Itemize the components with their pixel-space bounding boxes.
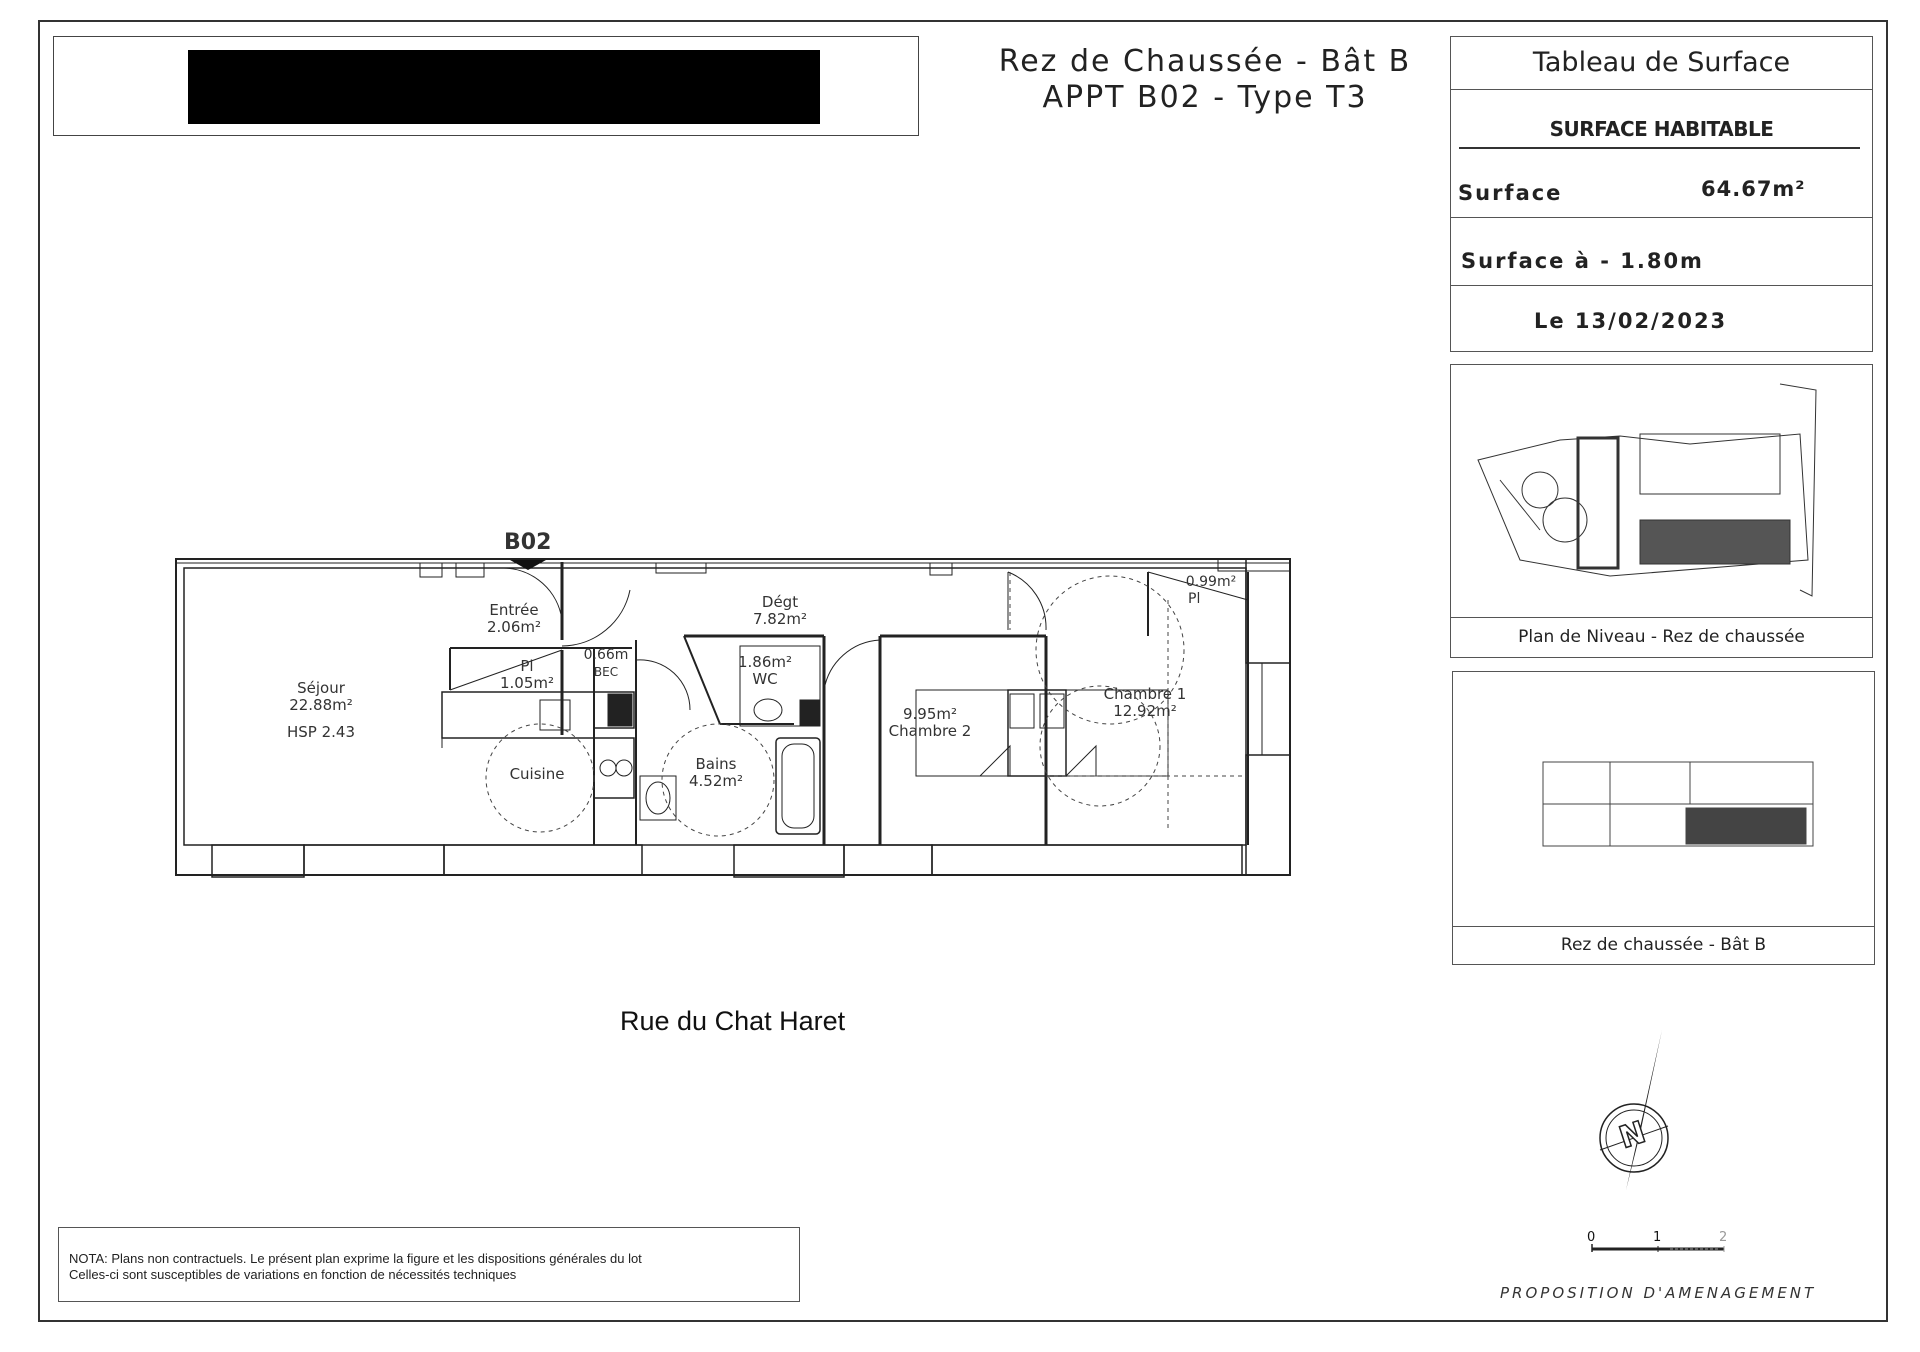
window bbox=[844, 845, 932, 875]
room-chambre-1-area: 12.92m² bbox=[1113, 702, 1177, 720]
disclaimer-line-1: NOTA: Plans non contractuels. Le présent plan exprime la figure et les dispositions générales du lot bbox=[69, 1251, 642, 1266]
compass-icon bbox=[1600, 1030, 1668, 1190]
room-wc bbox=[730, 654, 800, 688]
window bbox=[444, 845, 642, 875]
surface-label: Surface bbox=[1458, 181, 1563, 205]
surface-habitable-heading: SURFACE HABITABLE bbox=[1549, 117, 1774, 141]
room-bains-area: 4.52m² bbox=[688, 772, 744, 790]
room-degt bbox=[740, 594, 820, 628]
room-chambre-2-area: 9.95m² bbox=[902, 705, 958, 723]
title-line-1: Rez de Chaussée - Bât B bbox=[998, 44, 1412, 79]
room-sejour-hsp: HSP 2.43 bbox=[286, 723, 355, 741]
room-bains-name: Bains bbox=[695, 755, 737, 773]
room-entree bbox=[474, 602, 554, 636]
room-cuisine: Cuisine bbox=[509, 765, 565, 783]
window bbox=[304, 845, 444, 875]
room-pl-2 bbox=[1176, 574, 1246, 608]
room-bec-name: BEC bbox=[593, 665, 619, 679]
unit-label: B02 bbox=[504, 530, 552, 555]
proposition-label: PROPOSITION D'AMENAGEMENT bbox=[1500, 1284, 1817, 1302]
room-chambre-2-name: Chambre 2 bbox=[888, 722, 972, 740]
surface-under-label: Surface à - 1.80m bbox=[1461, 249, 1704, 273]
disclaimer-note bbox=[58, 1227, 800, 1302]
room-bec-area: 0.66m bbox=[583, 647, 629, 663]
title-line-2: APPT B02 - Type T3 bbox=[1042, 80, 1368, 115]
room-chambre-1-name: Chambre 1 bbox=[1103, 685, 1187, 703]
room-sejour bbox=[276, 680, 366, 741]
level-plan-thumbnail bbox=[1478, 384, 1816, 596]
room-pl-1-name: Pl bbox=[520, 657, 534, 675]
room-bains bbox=[676, 756, 756, 790]
room-entree-name: Entrée bbox=[489, 601, 539, 619]
room-sejour-name: Séjour bbox=[297, 679, 345, 697]
room-sejour-area: 22.88m² bbox=[289, 696, 353, 714]
room-chambre-1 bbox=[1090, 686, 1200, 720]
disclaimer-line-2: Celles-ci sont susceptibles de variations en fonction de nécessités techniques bbox=[69, 1267, 517, 1282]
room-chambre-2 bbox=[870, 706, 990, 740]
room-pl-1 bbox=[492, 658, 562, 692]
room-degt-area: 7.82m² bbox=[752, 610, 808, 628]
window bbox=[734, 845, 844, 877]
scale-bar bbox=[1592, 1244, 1724, 1252]
scale-label-2: 2 bbox=[1719, 1230, 1728, 1245]
window bbox=[212, 845, 304, 877]
compass-north-letter: N bbox=[1615, 1114, 1650, 1157]
room-bec bbox=[576, 647, 636, 681]
room-pl-1-area: 1.05m² bbox=[499, 674, 555, 692]
room-entree-area: 2.06m² bbox=[486, 618, 542, 636]
building-plan-caption: Rez de chaussée - Bât B bbox=[1560, 935, 1767, 955]
scale-label-0: 0 bbox=[1587, 1230, 1596, 1245]
surface-table-heading: Tableau de Surface bbox=[1532, 47, 1791, 78]
room-pl-2-name: Pl bbox=[1188, 591, 1201, 607]
surface-date: Le 13/02/2023 bbox=[1534, 309, 1728, 333]
street-name: Rue du Chat Haret bbox=[620, 1006, 846, 1036]
scale-label-1: 1 bbox=[1653, 1230, 1662, 1245]
room-pl-2-area: 0.99m² bbox=[1185, 574, 1237, 590]
window bbox=[932, 845, 1242, 875]
room-degt-name: Dégt bbox=[761, 593, 799, 611]
room-wc-area: 1.86m² bbox=[737, 653, 793, 671]
building-plan-thumbnail bbox=[1543, 762, 1813, 846]
level-plan-caption: Plan de Niveau - Rez de chaussée bbox=[1518, 627, 1805, 647]
surface-value: 64.67m² bbox=[1701, 177, 1806, 201]
room-wc-name: WC bbox=[752, 670, 778, 688]
